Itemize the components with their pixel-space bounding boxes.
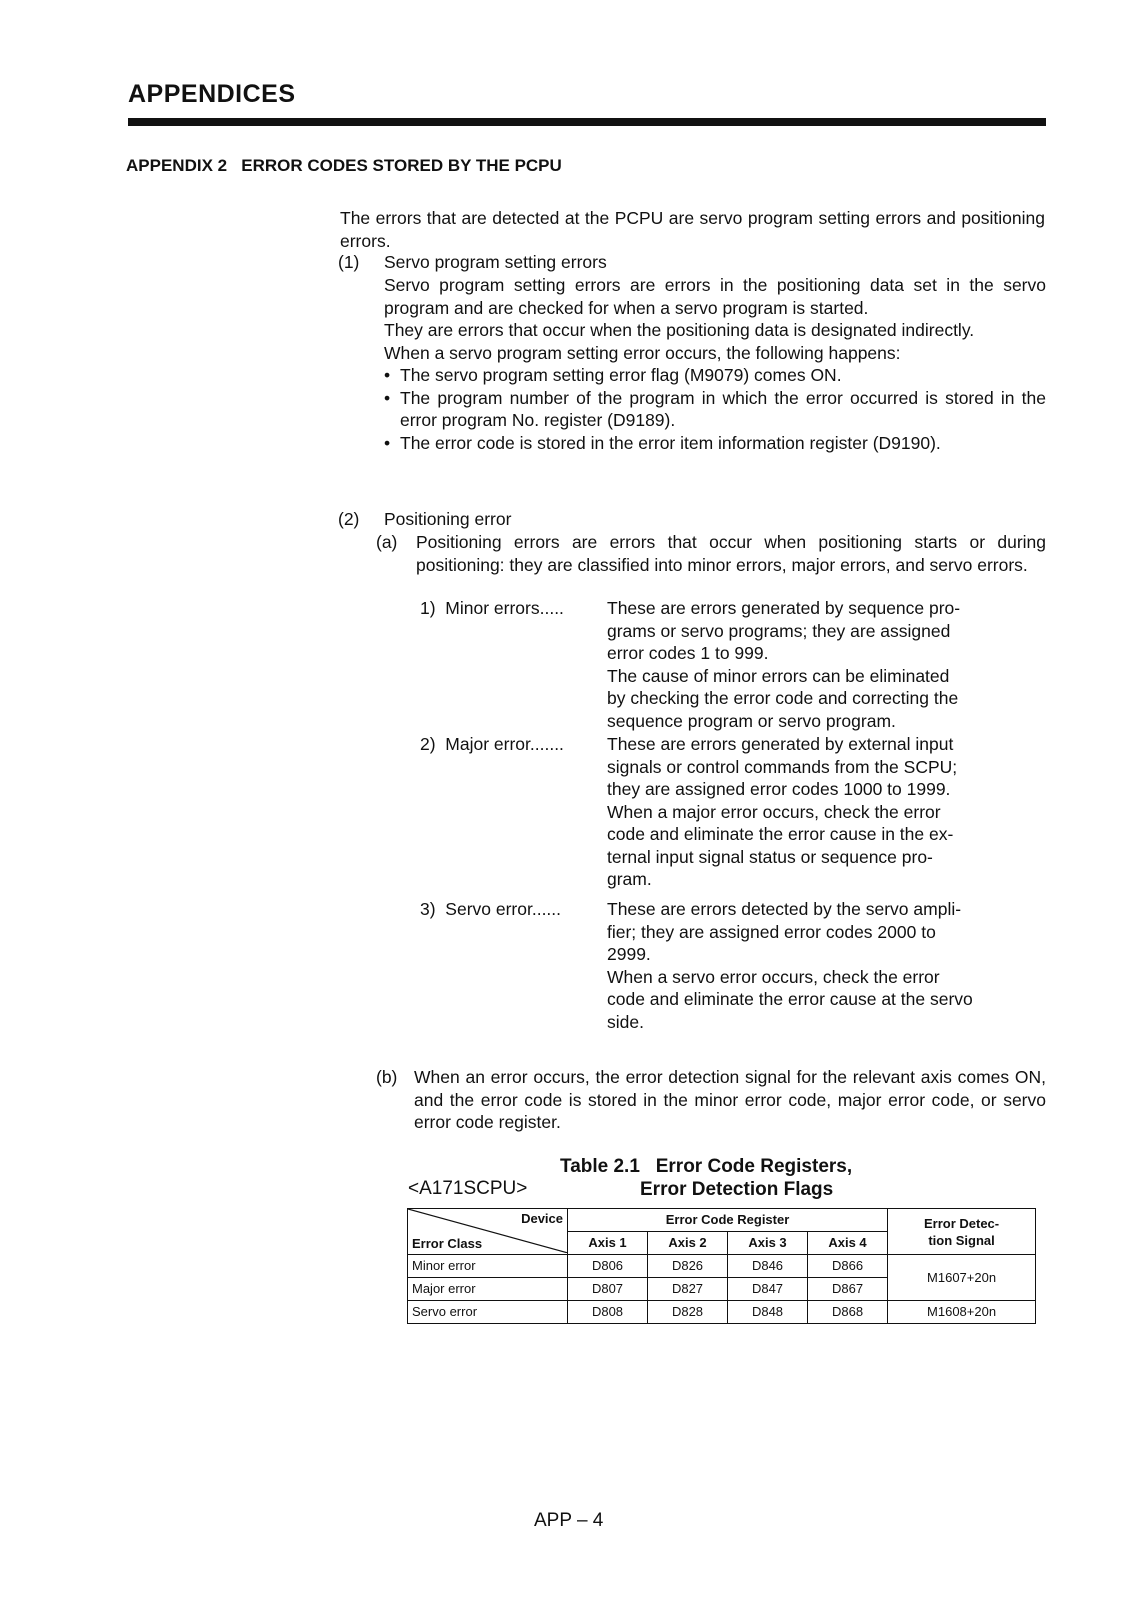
minor-errors-label: 1) Minor errors..... bbox=[420, 598, 564, 618]
error-code-register-table bbox=[407, 1208, 1036, 1324]
description-line: These are errors generated by sequence pro- bbox=[607, 598, 961, 618]
description-line: When a major error occurs, check the error bbox=[607, 801, 941, 822]
description-line: code and eliminate the error cause at the servo bbox=[607, 989, 973, 1009]
axis-header: Axis 1 bbox=[568, 1232, 648, 1255]
appendix-heading bbox=[126, 156, 562, 176]
description-line: The cause of minor errors can be eliminated bbox=[607, 665, 950, 686]
table-row bbox=[408, 1301, 1036, 1324]
table-caption-line1: Table 2.1 Error Code Registers, bbox=[560, 1156, 853, 1177]
description-line: side. bbox=[607, 1011, 644, 1032]
description-line: gram. bbox=[607, 869, 652, 889]
item1-bullet bbox=[384, 364, 1046, 387]
error-class-cell: Minor error bbox=[408, 1255, 568, 1278]
error-class-cell: Major error bbox=[408, 1278, 568, 1301]
appendix-number: APPENDIX 2 bbox=[126, 156, 228, 175]
item1-bullet-text: The error code is stored in the error item information register (D9190). bbox=[400, 432, 941, 453]
axis-header: Axis 2 bbox=[648, 1232, 728, 1255]
item1-number: (1) bbox=[338, 252, 360, 272]
table-row bbox=[408, 1255, 1036, 1278]
item1-para1: Servo program setting errors are errors in the positioning data set in the servo program and are checked for when a servo program is started. bbox=[384, 275, 1046, 318]
table-caption bbox=[560, 1155, 852, 1201]
item2-b-label: (b) bbox=[376, 1067, 398, 1087]
register-cell: D808 bbox=[568, 1301, 648, 1324]
bullet-dot-icon: • bbox=[384, 365, 391, 385]
description-line: 2999. bbox=[607, 944, 651, 964]
axis-header: Axis 4 bbox=[808, 1232, 888, 1255]
register-cell: D867 bbox=[808, 1278, 888, 1301]
servo-error-label: 3) Servo error...... bbox=[420, 899, 562, 919]
register-cell: D826 bbox=[648, 1255, 728, 1278]
register-cell: D847 bbox=[728, 1278, 808, 1301]
appendix-title: ERROR CODES STORED BY THE PCPU bbox=[241, 156, 562, 175]
item2-number: (2) bbox=[338, 509, 360, 529]
description-line: These are errors generated by external input bbox=[607, 734, 954, 754]
item2-b-text: When an error occurs, the error detection signal for the relevant axis comes ON, and the error code is stored in the minor error code, major error code, or servo error code register. bbox=[414, 1067, 1046, 1132]
signal-cell: M1608+20n bbox=[888, 1301, 1036, 1324]
item1-body bbox=[384, 274, 1046, 454]
description-line: they are assigned error codes 1000 to 1999. bbox=[607, 779, 951, 799]
corner-device-label: Device bbox=[521, 1211, 563, 1226]
register-cell: D827 bbox=[648, 1278, 728, 1301]
corner-header-cell bbox=[408, 1209, 568, 1255]
bullet-dot-icon: • bbox=[384, 432, 391, 453]
item1-bullet-text: The program number of the program in which the error occurred is stored in the error program No. register (D9189). bbox=[400, 387, 1046, 430]
intro-paragraph: The errors that are detected at the PCPU are servo program setting errors and positioning errors. bbox=[340, 208, 1045, 251]
register-cell: D828 bbox=[648, 1301, 728, 1324]
item1-bullet-text: The servo program setting error flag (M9079) comes ON. bbox=[400, 365, 842, 385]
description-line: These are errors detected by the servo ampli- bbox=[607, 899, 962, 919]
table-model-label: <A171SCPU> bbox=[408, 1178, 528, 1199]
description-line: code and eliminate the error cause in the ex- bbox=[607, 824, 954, 844]
page-number: APP – 4 bbox=[534, 1510, 604, 1531]
signal-cell: M1607+20n bbox=[888, 1255, 1036, 1301]
description-line: When a servo error occurs, check the error bbox=[607, 966, 940, 987]
register-cell: D807 bbox=[568, 1278, 648, 1301]
item1-bullet bbox=[384, 387, 1046, 432]
description-line: signals or control commands from the SCPU; bbox=[607, 756, 958, 777]
register-cell: D868 bbox=[808, 1301, 888, 1324]
item2-title: Positioning error bbox=[384, 509, 512, 529]
description-line: fier; they are assigned error codes 2000 to bbox=[607, 921, 936, 942]
item1-para3: When a servo program setting error occurs, the following happens: bbox=[384, 342, 901, 363]
register-cell: D866 bbox=[808, 1255, 888, 1278]
corner-error-class-label: Error Class bbox=[412, 1236, 483, 1251]
register-cell: D848 bbox=[728, 1301, 808, 1324]
item2-a-text: Positioning errors are errors that occur when positioning starts or during positioning: they are classified into minor errors, major errors, and servo errors. bbox=[416, 532, 1046, 575]
bullet-dot-icon: • bbox=[384, 387, 391, 408]
register-cell: D806 bbox=[568, 1255, 648, 1278]
table-caption-line2: Error Detection Flags bbox=[640, 1179, 834, 1200]
description-line: error codes 1 to 999. bbox=[607, 643, 769, 663]
error-code-register-header: Error Code Register bbox=[568, 1209, 888, 1232]
error-class-cell: Servo error bbox=[408, 1301, 568, 1324]
minor-errors-description bbox=[607, 597, 1046, 732]
servo-error-description bbox=[607, 898, 1046, 1033]
register-cell: D846 bbox=[728, 1255, 808, 1278]
table-header-row bbox=[408, 1209, 1036, 1232]
page-header-title: APPENDICES bbox=[128, 80, 296, 108]
axis-header: Axis 3 bbox=[728, 1232, 808, 1255]
item1-bullet bbox=[384, 432, 1046, 455]
header-rule bbox=[128, 118, 1046, 126]
description-line: ternal input signal status or sequence pro- bbox=[607, 846, 933, 867]
major-error-description bbox=[607, 733, 1046, 891]
error-detection-signal-header: Error Detec- tion Signal bbox=[888, 1209, 1036, 1255]
item1-title: Servo program setting errors bbox=[384, 252, 607, 272]
major-error-label: 2) Major error....... bbox=[420, 734, 564, 754]
description-line: sequence program or servo program. bbox=[607, 710, 896, 731]
description-line: by checking the error code and correcting the bbox=[607, 688, 959, 708]
item2-a-label: (a) bbox=[376, 532, 398, 552]
item1-para2: They are errors that occur when the positioning data is designated indirectly. bbox=[384, 320, 975, 340]
description-line: grams or servo programs; they are assigned bbox=[607, 620, 951, 641]
